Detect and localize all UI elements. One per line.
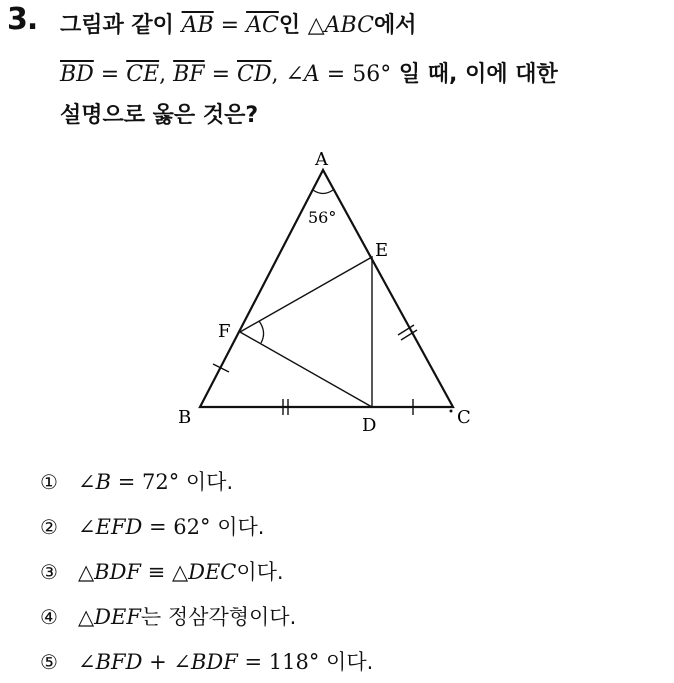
choice-math: ∠ [78,650,96,674]
choice-math: = 118° [237,650,320,674]
choice-math: = 62° [142,515,211,539]
choice-text: 는 정삼각형이다. [140,605,297,629]
choice-4[interactable] [40,601,296,631]
choice-text: 이다. [210,515,265,539]
choice-math: BDF [191,650,238,674]
choice-math: △ [78,605,95,629]
angle-f-arc [259,321,264,343]
comma: , [159,62,174,87]
choice-math: = 72° [111,470,180,494]
angle-value: = 56° [319,62,392,87]
choice-3[interactable] [40,556,284,586]
triangle-def-outline [240,257,372,407]
label-d: D [362,415,377,436]
choice-text: 이다. [319,650,374,674]
segment-cd: $\overline{CD}$ [237,62,272,87]
segment-bd: $\overline{BD}$ [60,62,94,87]
choice-number: ② [40,515,58,539]
triangle-figure [170,145,490,445]
choice-5[interactable] [40,646,373,676]
choice-math: BFD [95,650,143,674]
choice-math: DEC [188,560,237,584]
label-a: A [315,149,328,170]
label-e: E [375,240,389,261]
choice-number: ⑤ [40,650,58,674]
question-number: 3. [7,2,38,37]
equals-sign: = [93,62,127,87]
choice-math: △ [78,560,95,584]
choice-math: B [95,470,112,494]
choice-math: ≡ △ [141,560,189,584]
question-line-1 [60,8,416,39]
angle-a-arc [313,190,333,194]
segment-bf: $\overline{BF}$ [173,62,205,87]
comma: , [271,62,286,87]
choice-math: EFD [95,515,143,539]
choice-math: ∠ [78,470,96,494]
label-b: B [178,407,192,428]
question-line-3: 설명으로 옳은 것은? [60,103,259,128]
angle-symbol: ∠ [285,62,304,87]
vertex-a: A [303,62,320,87]
question-text: 인 [278,13,308,38]
choice-1[interactable] [40,466,233,496]
choice-text: 이다. [236,560,284,584]
point-c-dot [450,410,453,413]
choice-text: 이다. [179,470,234,494]
question-text: 일 때, 이에 대한 [391,62,558,87]
choice-math: + ∠ [142,650,191,674]
choice-number: ④ [40,605,58,629]
triangle-abc: ABC [324,13,374,38]
triangle-abc-outline [200,170,453,407]
choice-number: ③ [40,560,58,584]
segment-ab: $\overline{AB}$ [181,13,214,38]
equals-sign: = [204,62,237,87]
choice-2[interactable] [40,511,264,541]
label-angle-a: 56° [308,208,337,227]
label-c: C [457,407,471,428]
question-line-2 [60,57,558,88]
question-text: 에서 [373,13,417,38]
triangle-symbol: △ [307,13,325,38]
choice-math: DEF [94,605,141,629]
choice-number: ① [40,470,58,494]
question-text: 그림과 같이 [60,13,182,38]
choice-math: BDF [94,560,141,584]
equals-sign: = [213,13,247,38]
choice-math: ∠ [78,515,96,539]
label-f: F [218,321,231,342]
segment-ac: $\overline{AC}$ [246,13,279,38]
segment-ce: $\overline{CE}$ [126,62,160,87]
